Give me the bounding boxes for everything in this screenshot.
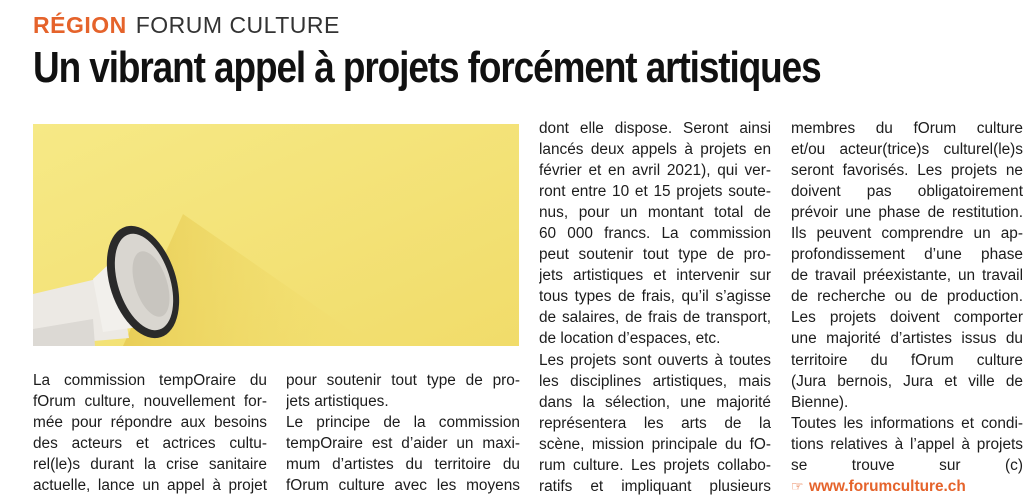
- text-line: Ils peuvent comprendre un ap-: [791, 225, 1023, 243]
- text-line: doivent pas obligatoirement: [791, 183, 1023, 201]
- text-line: peut soutenir tout type de pro-: [539, 246, 771, 264]
- text-line: mum d’artistes du territoire du: [286, 456, 520, 474]
- text-line: dans la sélection, une majorité: [539, 393, 771, 411]
- text-line: Toutes les informations et condi-: [791, 414, 1023, 432]
- article-column-2: [286, 370, 520, 496]
- text-line: rel(le)s durant la crise sanitaire: [33, 456, 267, 474]
- text-line: de location d’espaces, etc.: [539, 330, 721, 348]
- text-line: dont elle dispose. Seront ainsi: [539, 120, 771, 137]
- article-column-1: [33, 370, 267, 496]
- text-line: ront entre 10 et 15 projets soute-: [539, 183, 771, 201]
- subsection-label: FORUM CULTURE: [135, 12, 340, 38]
- text-line: février et en avril 2021), qui ver-: [539, 162, 771, 180]
- text-line: de salaires, de frais de transport,: [539, 309, 771, 327]
- text-line: fOrum culture avec les moyens: [286, 477, 520, 495]
- text-line: Bienne).: [791, 393, 849, 411]
- text-line: fOrum culture, nouvellement for-: [33, 393, 267, 411]
- text-line: de travail préexistante, un travail: [791, 267, 1023, 285]
- website-link[interactable]: www.forumculture.ch: [809, 478, 966, 495]
- text-line: nus, pour un montant total de: [539, 204, 771, 222]
- text-line: ratifs et impliquant plusieurs: [539, 477, 771, 495]
- text-line: 60 000 francs. La commission: [539, 225, 771, 243]
- text-line: une majorité d’artistes issus du: [791, 330, 1023, 348]
- text-line: prévoir une phase de restitution.: [791, 204, 1023, 222]
- text-line: jets artistiques.: [286, 393, 389, 411]
- text-line: les disciplines artistiques, mais: [539, 372, 771, 390]
- text-line: tions relatives à l’appel à projets: [791, 435, 1023, 453]
- text-line: jets artistiques et intervenir sur: [539, 267, 771, 285]
- text-line: tempOraire est d’aider un maxi-: [286, 435, 520, 453]
- text-line: profondissement d’une phase: [791, 246, 1023, 264]
- text-line: des acteurs et actrices cultu-: [33, 435, 267, 453]
- text-line: Les projets doivent comporter: [791, 309, 1023, 327]
- article-headline: Un vibrant appel à projets forcément artistiques: [33, 43, 821, 92]
- text-line: seront favorisés. Les projets ne: [791, 162, 1023, 180]
- section-kicker: [33, 12, 340, 39]
- text-line: représentera les arts de la: [539, 414, 771, 432]
- section-label: RÉGION: [33, 12, 127, 38]
- article-column-3: [539, 118, 771, 497]
- text-line: lancés deux appels à projets en: [539, 141, 771, 159]
- text-line: et/ou acteur(trice)s culturel(le)s: [791, 141, 1023, 159]
- megaphone-photo: [33, 124, 519, 346]
- text-line: tous types de frais, qu’il s’agisse: [539, 288, 771, 306]
- megaphone-icon: [33, 124, 519, 346]
- article-link-row: [791, 476, 1023, 497]
- text-line: Les projets sont ouverts à toutes: [539, 351, 771, 369]
- text-line: mée pour répondre aux besoins: [33, 414, 267, 432]
- text-line: scène, mission principale du fO-: [539, 435, 771, 453]
- text-line: Le principe de la commission: [286, 414, 520, 432]
- text-line: (Jura bernois, Jura et ville de: [791, 372, 1023, 390]
- text-line: membres du fOrum culture: [791, 120, 1023, 137]
- text-line: rum culture. Les projets collabo-: [539, 456, 771, 474]
- text-line: actuelle, lance un appel à projet: [33, 477, 267, 495]
- pointing-hand-icon: ☞: [791, 478, 804, 494]
- text-line: territoire du fOrum culture: [791, 351, 1023, 369]
- text-line: La commission tempOraire du: [33, 372, 267, 389]
- text-line: de recherche ou de production.: [791, 288, 1023, 306]
- article-column-4: [791, 118, 1023, 476]
- text-line: pour soutenir tout type de pro-: [286, 372, 520, 389]
- text-line: se trouve sur (c): [791, 456, 1023, 474]
